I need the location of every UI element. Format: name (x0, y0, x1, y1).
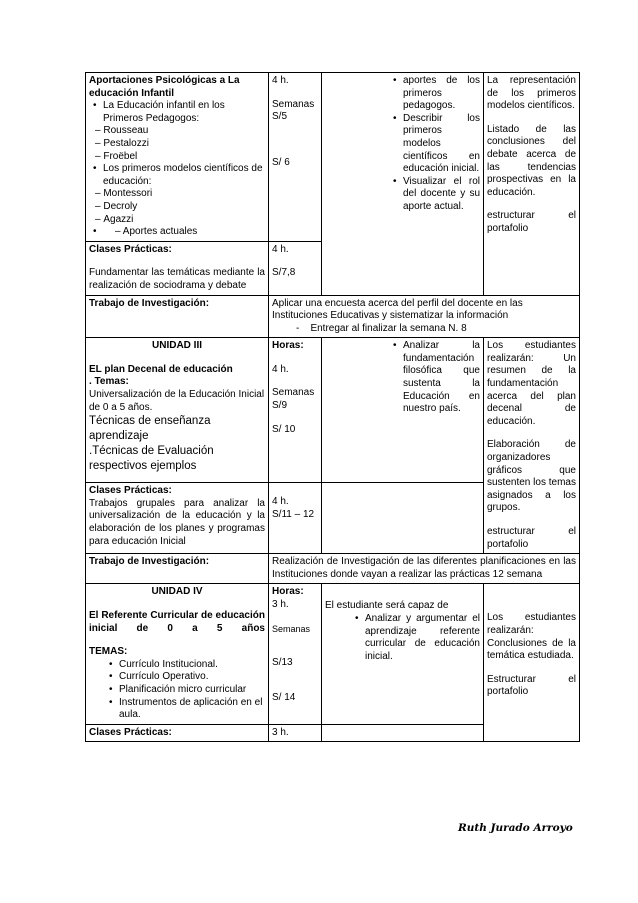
table-row (86, 73, 580, 242)
week-value: S/ 10 (272, 423, 296, 435)
practicas-label: Clases Prácticas: (89, 485, 172, 497)
list-item: – Rousseau (95, 125, 265, 138)
table-row (86, 295, 580, 338)
unidad-cell (86, 584, 269, 724)
list-item: • Analizar y argumentar el aprendizaje referente curricular de educación inicial. (365, 613, 480, 663)
unit-title: UNIDAD IV (151, 586, 203, 598)
list-item: • Describir los primeros modelos científicos en educación inicial. (403, 113, 480, 176)
list-item: • Currículo Institucional. (119, 659, 265, 672)
list-item: • Instrumentos de aplicación en el aula. (119, 697, 265, 722)
activity-text: Listado de las conclusiones del debate acerca de las tendencias prospectivas en la educación. (487, 123, 576, 198)
hours-cell (269, 338, 322, 483)
objectives-cell (322, 73, 484, 296)
row1-dash-list-2 (89, 188, 265, 226)
list-item: – Pestalozzi (95, 138, 265, 151)
activity-text: Estructurar el portafolio (487, 673, 576, 698)
list-item: – Decroly (95, 201, 265, 214)
activities-cell (484, 73, 580, 296)
hours-label: Horas: (272, 340, 304, 352)
investigacion-text: Aplicar una encuesta acerca del perfil del docente en las Instituciones Educativas y sistematizar la información (272, 297, 523, 322)
list-item: • La Educación infantil en los Primeros Pedagogos: (103, 100, 265, 125)
empty-cell (322, 724, 484, 742)
week-value: S/13 (272, 657, 293, 669)
week-value: S/9 (272, 400, 288, 412)
list-item: • Visualizar el rol del docente y su aporte actual. (403, 176, 480, 214)
objectives-cell (322, 338, 484, 483)
author-signature: Ruth Jurado Arroyo (458, 822, 573, 834)
investigacion-cell (269, 295, 580, 338)
unidad-cell (86, 338, 269, 483)
temas-label: TEMAS: (89, 646, 128, 658)
hours-value: 4 h. (272, 496, 289, 508)
objectives-list (325, 613, 480, 663)
unit-subtitle: El Referente Curricular de educación inicial de 0 a 5 años (89, 609, 265, 634)
practicas-label: Clases Prácticas: (86, 724, 269, 742)
investigacion-text: Realización de Investigación de las diferentes planificaciones en las Instituciones donde vayan a realizar las prácticas 12 semana (269, 554, 580, 584)
unit-subtitle: EL plan Decenal de educación (89, 363, 233, 375)
hours-value: 3 h. (272, 598, 289, 610)
temas-label: . Temas: (89, 376, 129, 388)
objectives-list (325, 340, 480, 416)
hours-value: 4 h. (272, 363, 289, 375)
list-item: • – Aportes actuales (103, 226, 265, 239)
investigacion-dash-text: Entregar al finalizar la semana N. 8 (310, 322, 467, 334)
hours-cell (269, 241, 322, 295)
weeks-label: Semanas (272, 623, 311, 634)
list-item: – Froëbel (95, 151, 265, 164)
investigacion-label: Trabajo de Investigación: (86, 295, 269, 338)
contents-cell (86, 73, 269, 242)
activity-text: Elaboración de organizadores gráficos que sustenten los temas asignados a los grupos. (487, 439, 576, 514)
row1-list-2 (89, 163, 265, 188)
hours-value: 3 h. (269, 724, 322, 742)
row1-dash-list-1 (89, 125, 265, 163)
activity-text: estructurar el portafolio (487, 210, 576, 234)
practicas-cell (86, 241, 269, 295)
weeks-label: Semanas (272, 98, 315, 110)
list-item: • Analizar la fundamentación filosófica que sustenta la Educación en nuestro país. (403, 340, 480, 416)
week-value: S/11 – 12 (272, 508, 315, 520)
table-row (86, 584, 580, 724)
hours-cell (269, 483, 322, 554)
empty-cell (322, 483, 484, 554)
activity-text: La representación de los primeros modelos científicos. (487, 75, 576, 112)
row1-title: Aportaciones Psicológicas a La educación Infantil (89, 75, 240, 99)
practicas-text: Trabajos grupales para analizar la universalización de la educación y la elaboración de los planes y programas para educación Inicial (89, 497, 265, 547)
objectives-cell (322, 584, 484, 724)
investigacion-label: Trabajo de Investigación: (86, 554, 269, 584)
activities-cell (484, 584, 580, 742)
tema-text: .Técnicas de Evaluación respectivos ejemplos (89, 445, 214, 473)
hours-cell (269, 584, 322, 724)
table-row (86, 338, 580, 483)
week-value: S/ 6 (272, 156, 290, 168)
activity-text: Los estudiantes realizarán: Conclusiones de la temática estudiada. (487, 612, 576, 662)
hours-label: Horas: (272, 586, 304, 598)
week-value: S/ 14 (272, 691, 296, 703)
aportes-actuales: Aportes actuales (122, 226, 198, 238)
hours-value: 4 h. (272, 243, 289, 255)
activity-text: Los estudiantes realizarán: Un resumen de la fundamentación acerca del plan decenal de educación. (487, 340, 576, 427)
practicas-cell (86, 483, 269, 554)
practicas-text: Fundamentar las temáticas mediante la realización de sociodrama y debate (89, 267, 265, 291)
objective-intro: El estudiante será capaz de (325, 600, 449, 612)
investigacion-dash: - Entregar al finalizar la semana N. 8 (296, 322, 467, 334)
list-item (403, 75, 480, 113)
objectives-list (325, 75, 480, 214)
hours-cell (269, 73, 322, 242)
hours-value: 4 h. (272, 75, 289, 86)
temas-list (89, 659, 265, 722)
table-row (86, 554, 580, 584)
activity-text: estructurar el portafolio (487, 526, 576, 550)
week-value: S/5 (272, 111, 288, 123)
list-item: • Los primeros modelos científicos de educación: (103, 163, 265, 188)
list-item: – Agazzi (95, 214, 265, 227)
row1-list (89, 100, 265, 125)
list-item: • Currículo Operativo. (119, 671, 265, 684)
objective-text: aportes de los primeros pedagogos. (403, 75, 480, 112)
tema-text: Técnicas de enseñanza aprendizaje (89, 415, 211, 443)
syllabus-table (85, 72, 580, 742)
tema-text: Universalización de la Educación Inicial de 0 a 5 años. (89, 389, 265, 413)
activities-cell (484, 338, 580, 554)
week-value: S/7,8 (272, 267, 296, 279)
row1-list-3 (89, 226, 265, 239)
list-item: – Montessori (95, 188, 265, 201)
weeks-label: Semanas (272, 387, 315, 399)
practicas-label: Clases Prácticas: (89, 243, 172, 255)
unit-title: UNIDAD III (152, 340, 202, 352)
list-item: • Planificación micro curricular (119, 684, 265, 697)
